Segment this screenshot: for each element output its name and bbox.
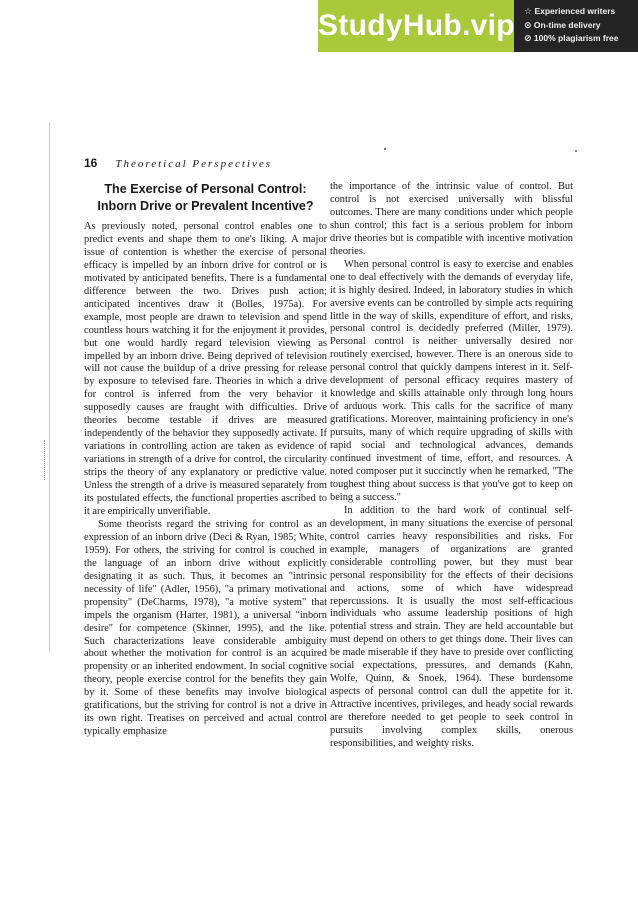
body-paragraph: In addition to the hard work of continual self-development, in many situations the exercise of personal control carries heavy responsibilities and risks. For example, managers of organizations are granted considerable controlling power, but they must bear personal responsibility for the effects of their decisions and actions, some of which have widespread repercussions. It is usually the most self-efficacious individuals who assume leadership positions of high potential stress and strain. They are held accountable but must depend on others to get things done. Their lives can be made miserable if they have to preside over conflicting social expectations, pressures, and demands (Kahn, Wolfe, Quinn, & Snoek, 1964). These burdensome aspects of personal control can dull the appetite for it. Attractive incentives, privileges, and heady social rewards are therefore needed to get people to seek control in pursuits involving complex skills, onerous responsibilities, and weighty risks. [330, 504, 573, 749]
right-column [330, 181, 573, 751]
running-title: Theoretical Perspectives [115, 158, 273, 170]
shield-icon: ⊘ [524, 33, 532, 43]
section-title: The Exercise of Personal Control: Inborn Drive or Prevalent Incentive? [97, 182, 314, 213]
promo-banner[interactable] [318, 0, 638, 52]
body-paragraph: the importance of the intrinsic value of control. But control is not exercised universally with blissful outcomes. There are many conditions under which people shun control; this fact is a serious problem for inborn drive theories but is compatible with incentive motivation theories. [330, 181, 573, 257]
page-edge-line [49, 122, 50, 652]
feature-label: 100% plagiarism free [533, 33, 619, 43]
page-number: 16 [84, 156, 98, 170]
body-paragraph: When personal control is easy to exercise and enables one to deal effectively with the demands of everyday life, it is highly desired. Indeed, in laboratory studies in which aversive events can be controlled by simple acts requiring little in the way of skills, expenditure of effort, and risks, personal control is decidedly preferred (Miller, 1979). Personal control is neither universally desired nor routinely exercised, however. There is an onerous side to personal control that quickly dampens interest in it. Self-development of personal efficacy requires mastery of knowledge and skills attainable only through long hours of arduous work. This calls for the sacrifice of many gratifications. Moreover, maintaining proficiency in one's pursuits, many of which require upgrading of skills with rapid social and technological advances, demands continued investment of time, effort, and resources. A noted composer put it succinctly when he remarked, "The toughest thing about success is that you've got to keep on being a success." [330, 258, 573, 503]
running-header [84, 154, 272, 172]
scan-speck [575, 150, 577, 152]
feature-list [524, 5, 634, 46]
clock-icon: ⊙ [524, 19, 532, 30]
body-paragraph: As previously noted, personal control enables one to predict events and shape them to one's liking. A major issue of contention is whether the exercise of personal efficacy is impelled by an inborn drive for control or is motivated by anticipated benefits. There is a fundamental difference between the two. Drives push action; anticipated incentives draw it (Bolles, 1975a). For example, most people are drawn to television and spend countless hours watching it for the enjoyment it provides, but one would hardly regard television viewing as impelled by an inborn drive. Being deprived of television will not cause the buildup of a drive pressing for release by exposure to televised fare. Theories in which a drive for control is inferred from the very behavior it supposedly causes are fraught with difficulties. Drive theories become testable if drives are measured independently of the behavior they supposedly activate. If variations in controlling action are taken as evidence of variations in strength of a drive for control, the circularity strips the theory of any explanatory or predictive value. Unless the strength of a drive is measured separately from its postulated effects, the functional properties ascribed to it are empirically unverifiable. [84, 221, 327, 517]
scan-speck [384, 148, 386, 150]
left-column [84, 181, 327, 739]
feature-label: On-time delivery [533, 19, 601, 30]
brand-logo[interactable]: StudyHub.vip [318, 0, 514, 52]
feature-item [524, 32, 634, 46]
body-paragraph: Some theorists regard the striving for control as an expression of an inborn drive (Deci & Ryan, 1985; White, 1959). For others, the striving for control is couched in the language of an inborn drive without explicitly designating it as such. Thus, it becomes an "intrinsic necessity of life" (Adler, 1956), "a primary motivational propensity" (DeCharms, 1978), "a motive system" that impels the organism (Harter, 1981), a universal "inborn desire" for competence (Skinner, 1995), and the like. Such characterizations leave considerable ambiguity about whether the motivation for control is an acquired propensity or an inherited endowment. In social cognitive theory, people exercise control for the benefits they gain by it. Some of these benefits may involve biological gratifications, but the striving for control is not a drive in its own right. Treatises on perceived and actual control typically emphasize [84, 518, 327, 738]
star-icon: ☆ [524, 6, 533, 16]
feature-label: Experienced writers [534, 6, 616, 16]
scan-mark [44, 440, 48, 480]
feature-item [524, 5, 634, 19]
feature-item [524, 19, 634, 33]
